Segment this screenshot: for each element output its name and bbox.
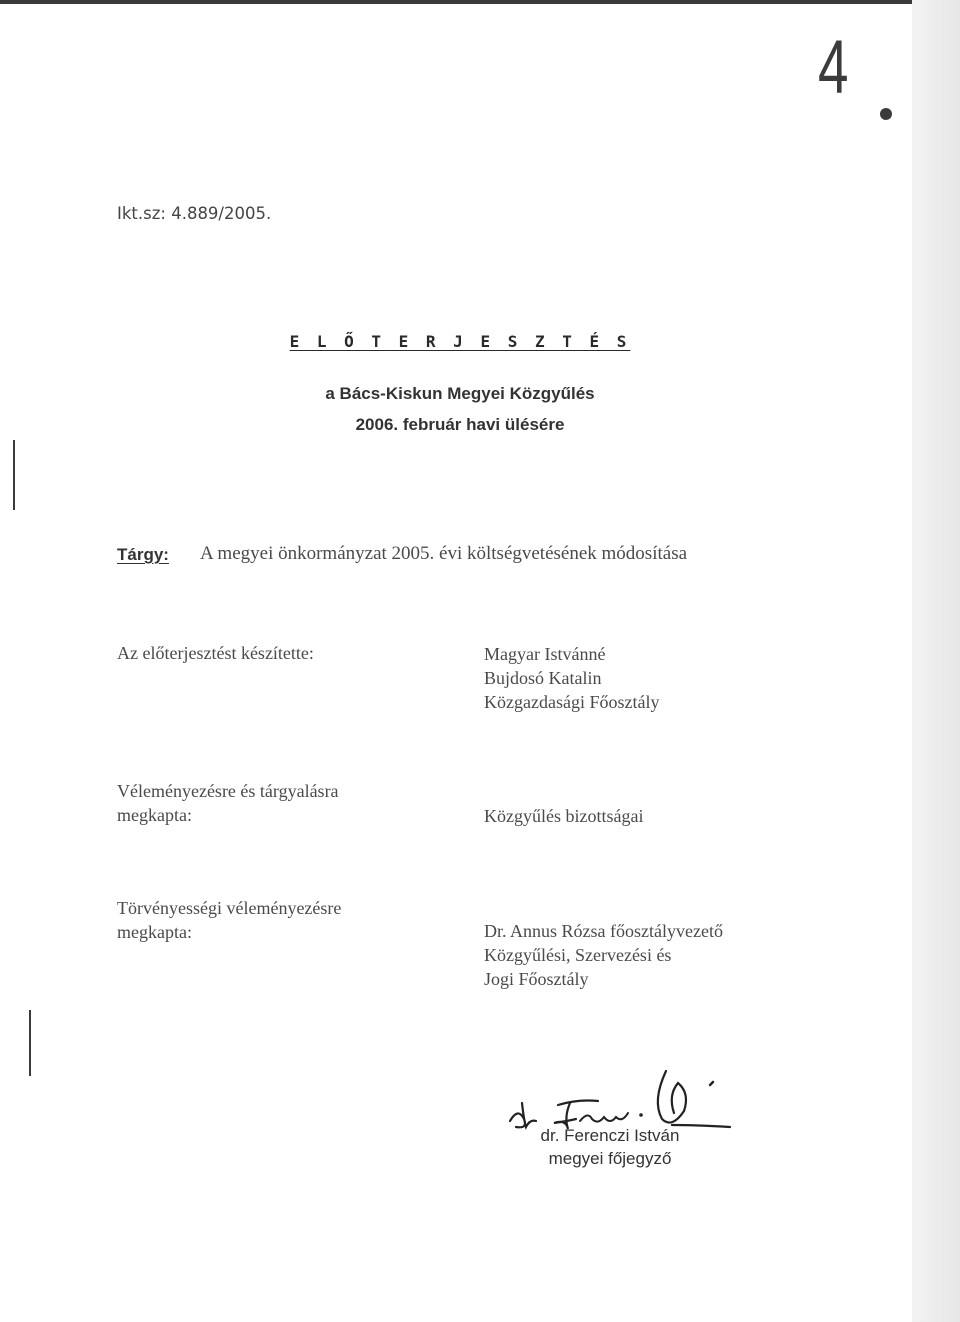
legal-review-label (117, 896, 341, 944)
prepared-by-name-1: Magyar Istvánné (484, 644, 606, 664)
legal-review-label-line-1: Törvényességi véleményezésre (117, 898, 342, 918)
signatory-title: megyei főjegyző (548, 1149, 672, 1168)
prepared-by-name-2: Bujdosó Katalin (484, 668, 602, 688)
signatory-name: dr. Ferenczi István (540, 1126, 680, 1145)
scan-border-top (0, 0, 915, 4)
review-label-line-1: Véleményezésre és tárgyalásra (117, 781, 339, 801)
document-title-text: E L Ő T E R J E S Z T É S (289, 332, 631, 351)
review-value: Közgyűlés bizottságai (484, 806, 644, 826)
prepared-by-values (484, 642, 659, 714)
review-label (117, 779, 339, 827)
legal-review-person: Dr. Annus Rózsa főosztályvezető (484, 921, 723, 941)
punch-mark-lower (29, 1010, 31, 1076)
legal-review-department-1: Közgyűlési, Szervezési és (484, 945, 672, 965)
subject-text: A megyei önkormányzat 2005. évi költségvetésének módosítása (200, 543, 688, 564)
subtitle-assembly: a Bács-Kiskun Megyei Közgyűlés (325, 384, 595, 403)
prepared-by-department: Közgazdasági Főosztály (484, 692, 660, 712)
subtitle-session: 2006. február havi ülésére (355, 415, 565, 434)
reference-number: Ikt.sz: 4.889/2005. (117, 204, 272, 223)
legal-review-values (484, 919, 723, 991)
subject-label: Tárgy: (117, 545, 169, 564)
prepared-by-label: Az előterjesztést készítette: (117, 643, 314, 663)
legal-review-label-line-2: megkapta: (117, 922, 192, 942)
legal-review-department-2: Jogi Főosztály (484, 969, 589, 989)
page-number-dot (880, 108, 892, 120)
document-title (0, 332, 920, 351)
punch-mark-upper (13, 440, 15, 510)
page-number: 4 (818, 25, 849, 110)
review-label-line-2: megkapta: (117, 805, 192, 825)
scan-border-right (912, 0, 960, 1322)
